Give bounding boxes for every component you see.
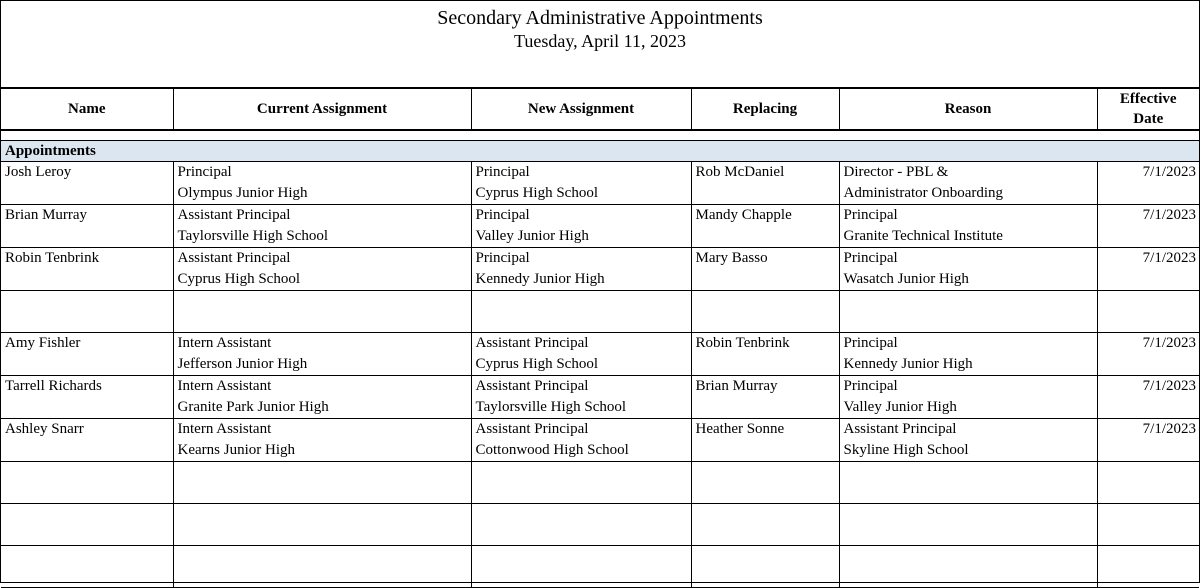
cell-replacing: Robin Tenbrink: [691, 332, 839, 375]
reason-line1: Assistant Principal: [843, 420, 957, 437]
table-row: [1, 247, 1199, 290]
cell-current-assignment: [173, 332, 471, 375]
cell-reason: [839, 332, 1097, 375]
cell-current-assignment: [173, 375, 471, 418]
cell-reason: [839, 375, 1097, 418]
reason-line1: Director - PBL &: [843, 163, 949, 180]
reason-line1: Principal: [843, 206, 898, 223]
reason-line1: Principal: [843, 334, 898, 351]
reason-line2: Granite Technical Institute: [843, 227, 1003, 244]
new-school: Cyprus High School: [475, 184, 599, 201]
cell-name: Tarrell Richards: [1, 375, 173, 418]
section-row: [1, 140, 1199, 161]
cell-new-assignment: [471, 545, 691, 587]
cell-effective-date: [1097, 545, 1199, 587]
new-title: Assistant Principal: [475, 334, 589, 351]
appointments-table: [1, 89, 1199, 588]
current-title: Intern Assistant: [177, 420, 272, 437]
cell-effective-date: 7/1/2023: [1097, 418, 1199, 461]
cell-replacing: Heather Sonne: [691, 418, 839, 461]
current-school: Jefferson Junior High: [177, 355, 308, 372]
table-row: [1, 461, 1199, 503]
cell-effective-date: 7/1/2023: [1097, 375, 1199, 418]
title-block: [1, 1, 1199, 89]
reason-line2: Valley Junior High: [843, 398, 957, 415]
table-row: [1, 290, 1199, 332]
cell-replacing: [691, 545, 839, 587]
column-header-current-assignment: Current Assignment: [173, 89, 471, 130]
cell-replacing: Rob McDaniel: [691, 161, 839, 204]
reason-line2: Kennedy Junior High: [843, 355, 973, 372]
cell-name: [1, 290, 173, 332]
column-header-replacing: Replacing: [691, 89, 839, 130]
cell-new-assignment: [471, 290, 691, 332]
current-school: Cyprus High School: [177, 270, 301, 287]
cell-effective-date: [1097, 503, 1199, 545]
cell-name: Josh Leroy: [1, 161, 173, 204]
reason-line2: Skyline High School: [843, 441, 969, 458]
cell-replacing: Brian Murray: [691, 375, 839, 418]
cell-new-assignment: [471, 418, 691, 461]
cell-effective-date: 7/1/2023: [1097, 161, 1199, 204]
column-header-new-assignment: New Assignment: [471, 89, 691, 130]
cell-reason: [839, 247, 1097, 290]
new-school: Valley Junior High: [475, 227, 589, 244]
cell-current-assignment: [173, 461, 471, 503]
cell-new-assignment: [471, 375, 691, 418]
cell-reason: [839, 461, 1097, 503]
cell-replacing: [691, 290, 839, 332]
cell-name: Amy Fishler: [1, 332, 173, 375]
new-school: Kennedy Junior High: [475, 270, 605, 287]
cell-effective-date: [1097, 461, 1199, 503]
section-label: Appointments: [1, 140, 1199, 161]
cell-current-assignment: [173, 503, 471, 545]
table-row: [1, 204, 1199, 247]
table-row: [1, 418, 1199, 461]
table-row: [1, 375, 1199, 418]
new-school: Taylorsville High School: [475, 398, 627, 415]
cell-replacing: Mary Basso: [691, 247, 839, 290]
current-title: Intern Assistant: [177, 377, 272, 394]
cell-effective-date: 7/1/2023: [1097, 247, 1199, 290]
cell-name: [1, 503, 173, 545]
cell-name: Robin Tenbrink: [1, 247, 173, 290]
cell-current-assignment: [173, 418, 471, 461]
table-row: [1, 332, 1199, 375]
cell-name: [1, 545, 173, 587]
cell-replacing: [691, 503, 839, 545]
table-row: [1, 545, 1199, 587]
cell-current-assignment: [173, 161, 471, 204]
reason-line2: Administrator Onboarding: [843, 184, 1004, 201]
reason-line2: Wasatch Junior High: [843, 270, 969, 287]
cell-new-assignment: [471, 503, 691, 545]
cell-new-assignment: [471, 461, 691, 503]
column-header-effective-date: [1097, 89, 1199, 130]
effective-header-line2: Date: [1133, 111, 1164, 127]
column-header-name: Name: [1, 89, 173, 130]
cell-replacing: Mandy Chapple: [691, 204, 839, 247]
new-school: Cyprus High School: [475, 355, 599, 372]
cell-current-assignment: [173, 545, 471, 587]
page-date: Tuesday, April 11, 2023: [513, 31, 686, 51]
current-school: Olympus Junior High: [177, 184, 308, 201]
cell-reason: [839, 290, 1097, 332]
cell-current-assignment: [173, 204, 471, 247]
table-row: [1, 161, 1199, 204]
new-title: Assistant Principal: [475, 420, 589, 437]
cell-new-assignment: [471, 332, 691, 375]
current-school: Kearns Junior High: [177, 441, 295, 458]
cell-name: [1, 461, 173, 503]
page-title: Secondary Administrative Appointments: [437, 7, 763, 29]
cell-new-assignment: [471, 161, 691, 204]
cell-new-assignment: [471, 204, 691, 247]
new-title: Assistant Principal: [475, 377, 589, 394]
new-title: Principal: [475, 249, 530, 266]
table-row: [1, 503, 1199, 545]
cell-reason: [839, 161, 1097, 204]
cell-replacing: [691, 461, 839, 503]
spacer-row: [1, 130, 1199, 140]
reason-line1: Principal: [843, 249, 898, 266]
current-title: Intern Assistant: [177, 334, 272, 351]
cell-name: Brian Murray: [1, 204, 173, 247]
reason-line1: Principal: [843, 377, 898, 394]
cell-reason: [839, 204, 1097, 247]
cell-reason: [839, 503, 1097, 545]
cell-current-assignment: [173, 247, 471, 290]
cell-effective-date: 7/1/2023: [1097, 204, 1199, 247]
current-school: Granite Park Junior High: [177, 398, 329, 415]
new-title: Principal: [475, 163, 530, 180]
cell-name: Ashley Snarr: [1, 418, 173, 461]
new-title: Principal: [475, 206, 530, 223]
current-title: Principal: [177, 163, 232, 180]
current-title: Assistant Principal: [177, 249, 291, 266]
column-header-reason: Reason: [839, 89, 1097, 130]
cell-effective-date: [1097, 290, 1199, 332]
cell-new-assignment: [471, 247, 691, 290]
current-title: Assistant Principal: [177, 206, 291, 223]
effective-header-line1: Effective: [1119, 91, 1177, 107]
current-school: Taylorsville High School: [177, 227, 329, 244]
header-row: [1, 89, 1199, 130]
cell-current-assignment: [173, 290, 471, 332]
new-school: Cottonwood High School: [475, 441, 629, 458]
cell-effective-date: 7/1/2023: [1097, 332, 1199, 375]
cell-reason: [839, 418, 1097, 461]
cell-reason: [839, 545, 1097, 587]
